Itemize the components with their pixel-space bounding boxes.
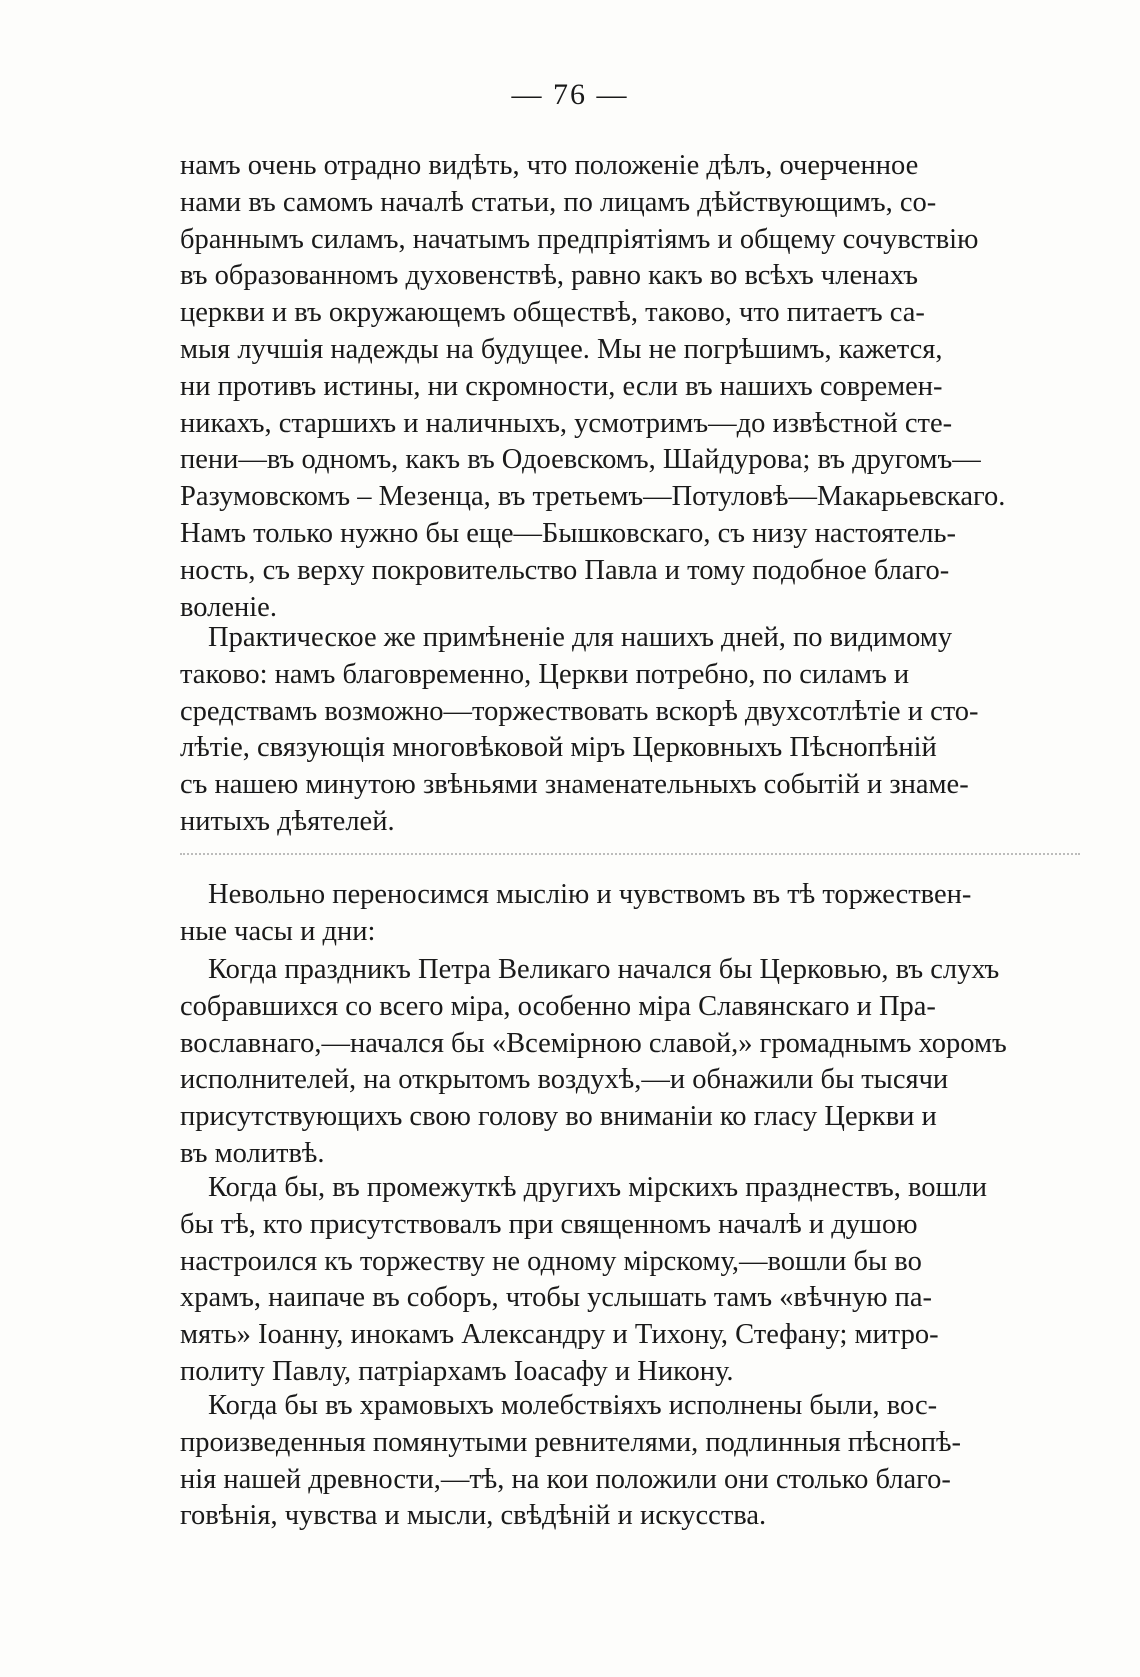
text-line: никахъ, старшихъ и наличныхъ, усмотримъ—до извѣстной сте- [180, 407, 953, 439]
text-line: Когда бы въ храмовыхъ молебствіяхъ исполнены были, вос- [208, 1390, 938, 1421]
paragraph-4 [180, 952, 1080, 1173]
paragraph-5 [180, 1170, 1080, 1391]
text-line: браннымъ силамъ, начатымъ предпріятіямъ и общему сочувствію [180, 223, 979, 255]
text-line: говѣнія, чувства и мысли, свѣдѣній и искусства. [180, 1500, 767, 1532]
text-line: таково: намъ благовременно, Церкви потребно, по силамъ и [180, 658, 910, 690]
text-line: мыя лучшія надежды на будущее. Мы не погрѣшимъ, кажется, [180, 333, 943, 365]
paragraph-1 [180, 148, 1080, 626]
text-line: намъ очень отрадно видѣть, что положеніе дѣлъ, очерченное [180, 150, 919, 181]
text-line: въ образованномъ духовенствѣ, равно какъ во всѣхъ членахъ [180, 260, 918, 292]
page-number: — 76 — [511, 78, 629, 111]
text-line: воленіе. [180, 591, 277, 623]
text-line: средствамъ возможно—торжествовать вскорѣ двухсотлѣтіе и сто- [180, 695, 979, 727]
text-line: съ нашею минутою звѣньями знаменательныхъ событій и знаме- [180, 769, 969, 801]
text-line: нами въ самомъ началѣ статьи, по лицамъ дѣйствующимъ, со- [180, 186, 937, 218]
section-divider [180, 845, 1080, 865]
text-line: собравшихся со всего міра, особенно міра Славянскаго и Пра- [180, 990, 936, 1022]
text-line: Когда праздникъ Петра Великаго начался бы Церковью, въ слухъ [208, 954, 1000, 985]
text-line: Разумовскомъ – Мезенца, въ третьемъ—Потуловѣ—Макарьевскаго. [180, 481, 1006, 513]
text-line: мять» Іоанну, инокамъ Александру и Тихону, Стефану; митро- [180, 1319, 939, 1351]
paragraph-2 [180, 620, 1080, 841]
text-line: церкви и въ окружающемъ обществѣ, таково, что питаетъ са- [180, 297, 925, 329]
paragraph-6 [180, 1388, 1080, 1535]
text-line: произведенныя помянутыми ревнителями, подлинныя пѣснопѣ- [180, 1426, 961, 1458]
text-line: въ молитвѣ. [180, 1137, 325, 1169]
text-line: лѣтіе, связующія многовѣковой міръ Церковныхъ Пѣснопѣній [180, 732, 937, 764]
text-line: нія нашей древности,—тѣ, на кои положили они столько благо- [180, 1463, 951, 1495]
text-line: храмъ, наипаче въ соборъ, чтобы услышать тамъ «вѣчную па- [180, 1282, 933, 1314]
text-line: исполнителей, на открытомъ воздухѣ,—и обнажили бы тысячи [180, 1064, 949, 1096]
text-line: Практическое же примѣненіе для нашихъ дней, по видимому [208, 622, 953, 653]
text-line: нитыхъ дѣятелей. [180, 805, 395, 837]
text-line: пени—въ одномъ, какъ въ Одоевскомъ, Шайдурова; въ другомъ— [180, 444, 981, 476]
text-line: вославнаго,—начался бы «Всемірною славой,» громаднымъ хоромъ [180, 1027, 1007, 1059]
text-line: политу Павлу, патріархамъ Іоасафу и Никону. [180, 1355, 734, 1387]
text-line: ни противъ истины, ни скромности, если въ нашихъ современ- [180, 370, 943, 402]
text-line: Когда бы, въ промежуткѣ другихъ мірскихъ празднествъ, вошли [208, 1172, 987, 1203]
text-line: бы тѣ, кто присутствовалъ при священномъ началѣ и душою [180, 1208, 918, 1240]
text-line: настроился къ торжеству не одному мірскому,—вошли бы во [180, 1245, 922, 1277]
text-line: присутствующихъ свою голову во вниманіи ко гласу Церкви и [180, 1101, 937, 1133]
text-line: Намъ только нужно бы еще—Бышковскаго, съ низу настоятель- [180, 517, 956, 549]
paragraph-3 [180, 877, 1080, 951]
text-line: Невольно переносимся мыслію и чувствомъ въ тѣ торжествен- [208, 879, 972, 910]
divider-dots [180, 853, 1080, 857]
text-line: ные часы и дни: [180, 915, 376, 947]
text-line: ность, съ верху покровительство Павла и тому подобное благо- [180, 554, 950, 586]
